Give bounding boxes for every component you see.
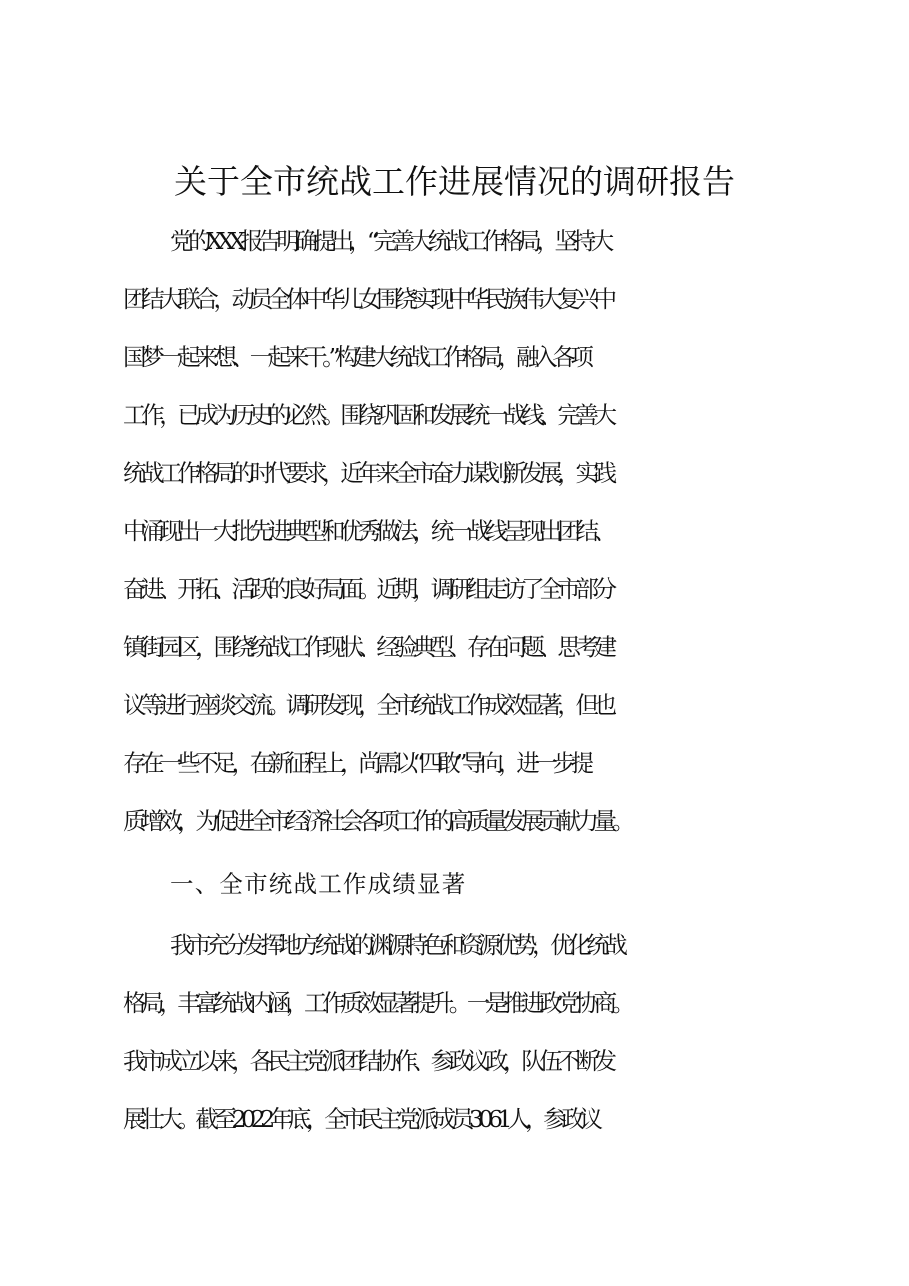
- paragraph-line: 我市成立以来，各民主党派团结协作、参政议政，队伍不断发: [123, 1047, 612, 1075]
- paragraph-line: 质增效，为促进全市经济社会各项工作的高质量发展贡献力量。: [123, 807, 630, 835]
- paragraph-line: 议等进行座谈交流。调研发现，全市统战工作成效显著，但也: [123, 691, 612, 719]
- paragraph-line: 我市充分发挥地方统战的渊源特色和资源优势，优化统战: [170, 931, 623, 959]
- paragraph-line: 奋进、开拓、活跃的良好局面。近期，调研组走访了全市部分: [123, 575, 612, 603]
- paragraph-line: 统战工作格局的时代要求，近年来全市奋力谋划新发展，实践: [123, 459, 612, 487]
- paragraph-line: 镇街园区，围绕统战工作现状、经验典型、存在问题、思考建: [123, 633, 612, 661]
- paragraph-line: 党的XXX报告明确提出，“完善大统战工作格局，坚持大: [170, 227, 609, 255]
- paragraph-line: 中涌现出一大批先进典型和优秀做法，统一战线呈现出团结、: [123, 517, 612, 545]
- paragraph-line: 团结大联合，动员全体中华儿女围绕实现中华民族伟大复兴中: [123, 285, 612, 313]
- paragraph-line: 存在一些不足，在新征程上，尚需以“四敢”导向，进一步提: [123, 749, 589, 777]
- document-title: 关于全市统战工作进展情况的调研报告: [174, 162, 735, 201]
- section-heading: 一、全市统战工作成绩显著: [170, 870, 467, 898]
- paragraph-line: 国梦一起来想、一起来干。”构建大统战工作格局，融入各项: [123, 343, 589, 371]
- paragraph-line: 工作，已成为历史的必然。围绕巩固和发展统一战线、完善大: [123, 401, 612, 429]
- paragraph-line: 展壮大。截至2022年底，全市民主党派成员3061人，参政议: [123, 1105, 598, 1133]
- paragraph-line: 格局，丰富统战内涵，工作质效显著提升。一是推进政党协商。: [123, 989, 630, 1017]
